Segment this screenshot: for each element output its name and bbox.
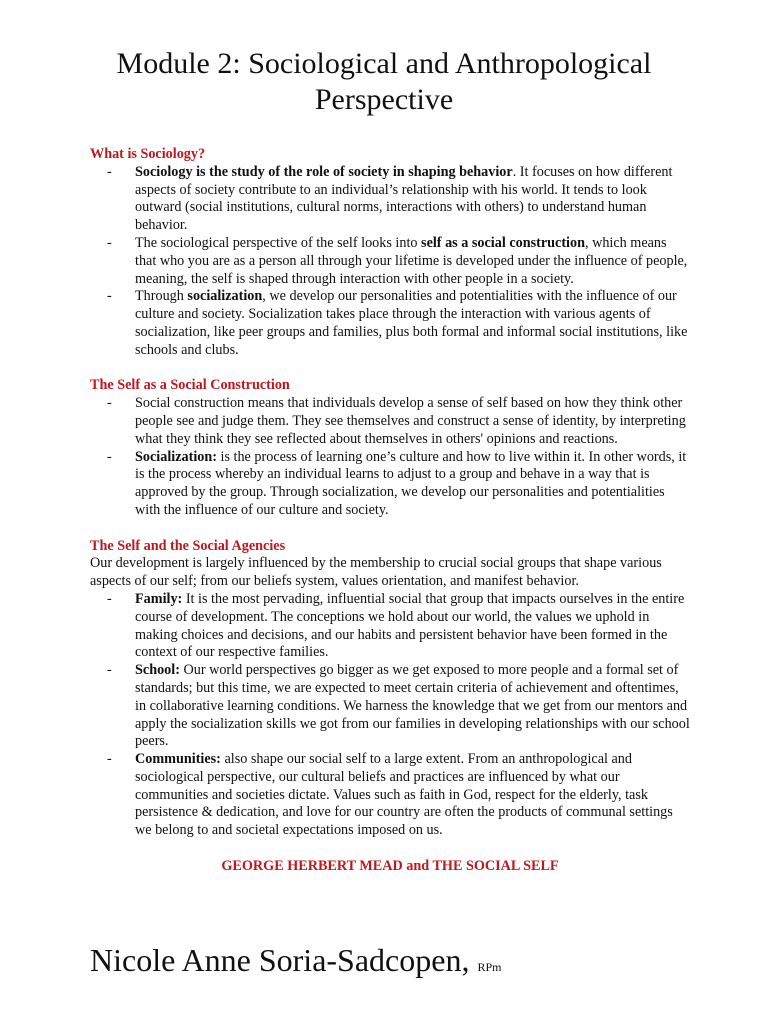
body-text: It is the most pervading, influential social that group that impacts ourselves in the entire course of development. The conceptions we hold about our world, the values we uphold in making choices and decisions, and our habits and persistent behavior have been formed in the context of our respective families. (135, 590, 685, 661)
body-text: Our world perspectives go bigger as we get exposed to more people and a formal set of standards; but this time, we are expected to meet certain criteria of achievement and oftentimes, in collaborative learning conditions. We harness the knowledge that we get from our mentors and apply the socialization skills we got from our families in developing relationships with our school peers. (135, 662, 690, 750)
list-item (135, 591, 690, 662)
page-title (60, 46, 708, 118)
sociology-list (90, 164, 690, 360)
construction-list (90, 395, 690, 520)
bold-text: Socialization: (135, 448, 217, 465)
list-item (135, 751, 690, 840)
list-item (135, 288, 690, 359)
body-text: Through (135, 288, 188, 305)
document-body (90, 146, 690, 876)
body-text: . It focuses on how different aspects of society contribute to an individual’s relationship with his world. It tends to look outward (social institutions, cultural norms, interactions with others) to understand human behavior. (135, 163, 673, 234)
author-suffix: RPm (477, 960, 502, 974)
heading-social-construction: The Self as a Social Construction (90, 377, 290, 394)
title-line-1: Module 2: Sociological and Anthropological (116, 47, 652, 80)
body-text: The sociological perspective of the self looks into (135, 234, 422, 251)
heading-social-agencies: The Self and the Social Agencies (90, 537, 286, 554)
agencies-intro: Our development is largely influenced by the membership to crucial social groups that shape various aspects of our self; from our beliefs system, values orientation, and manifest behavior. (90, 555, 662, 590)
bold-text: Family: (135, 590, 183, 607)
body-text: , which means that who you are as a person all through your lifetime is developed under the influence of people, meaning, the self is shaped through interaction with other people in a society. (135, 234, 688, 287)
body-text: is the process of learning one’s culture and how to live within it. In other words, it is the process whereby an individual learns to adjust to a group and behave in a way that is approved by the group. Through socialization, we develop our personalities and potentialities with the influence of our culture and society. (135, 448, 687, 518)
body-text: , we develop our personalities and potentialities with the influence of our culture and society. Socialization takes place through the interaction with various agents of socialization, like peer groups and families, plus both formal and informal social institutions, like schools and clubs. (135, 288, 688, 358)
title-line-2: Perspective (314, 83, 454, 116)
bold-text: socialization (187, 288, 263, 305)
author-name (90, 940, 501, 987)
list-item (135, 662, 690, 751)
list-item: - Social construction means that individuals develop a sense of self based on how they think other people see and judge them. They see themselves and construct a sense of identity, by interpreting what they think they see reflected about themselves in others' opinions and reactions. (135, 395, 690, 448)
agencies-list (90, 591, 690, 840)
author-name-text: Nicole Anne Soria-Sadcopen, (90, 942, 470, 978)
bold-text: School: (135, 662, 180, 679)
list-item (135, 164, 690, 235)
bold-text: Sociology is the study of the role of society in shaping behavior (135, 163, 513, 180)
list-item (135, 235, 690, 288)
bold-text: Communities: (135, 751, 221, 768)
bold-text: self as a social construction (421, 234, 585, 251)
heading-mead-social-self: GEORGE HERBERT MEAD and THE SOCIAL SELF (221, 857, 559, 874)
list-item (135, 449, 690, 520)
body-text: also shape our social self to a large extent. From an anthropological and sociological perspective, our cultural beliefs and practices are influenced by what our communities and societies dictate. Values such as faith in God, respect for the elderly, task persistence & dedication, and love for our country are often the products of communal settings we belong to and societal expectations imposed on us. (135, 751, 673, 839)
heading-what-is-sociology: What is Sociology? (90, 146, 206, 162)
